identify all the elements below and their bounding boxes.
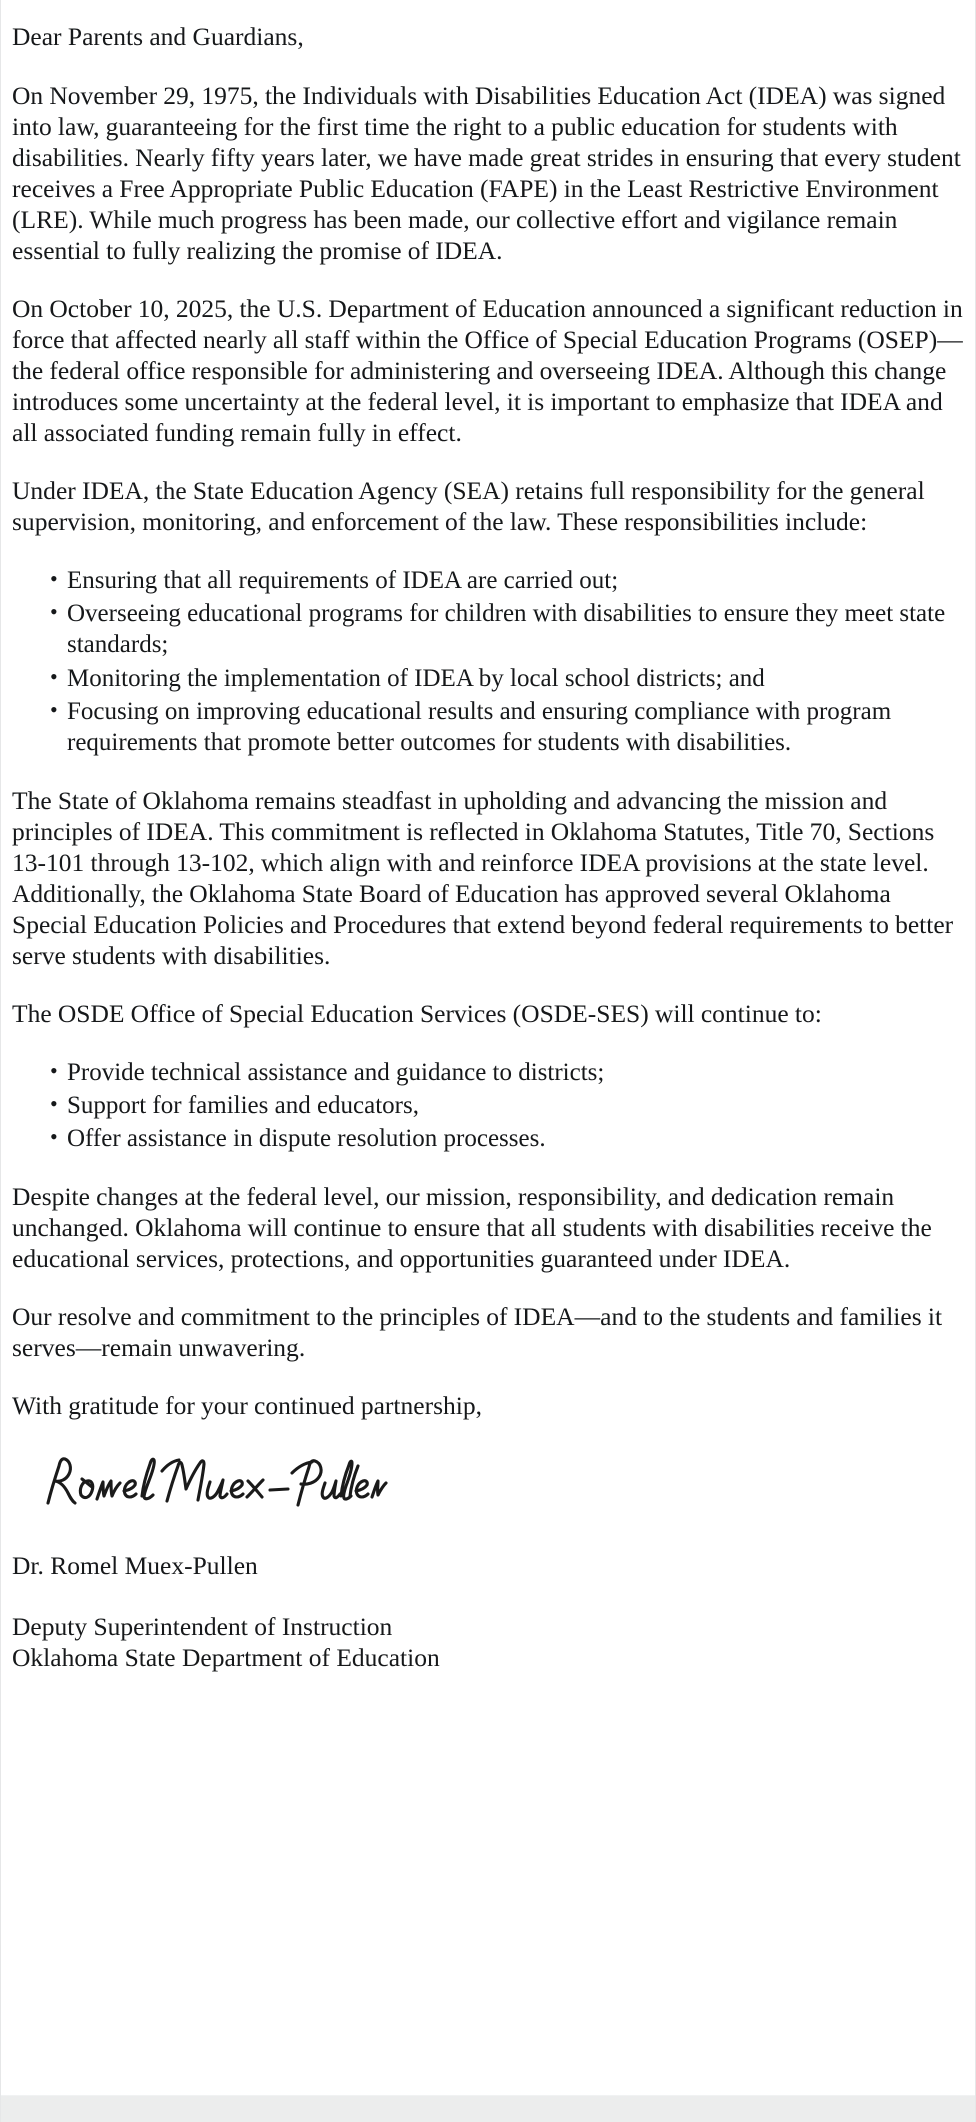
- salutation: Dear Parents and Guardians,: [12, 22, 304, 51]
- list-item: • Provide technical assistance and guidance to districts;: [50, 1057, 963, 1088]
- list-item: • Monitoring the implementation of IDEA by local school districts; and: [50, 663, 963, 694]
- paragraph-idea-history: On November 29, 1975, the Individuals with Disabilities Education Act (IDEA) was signed into law, guaranteeing for the first time the right to a public education for students with disabilities. Nearly fifty years later, we have made great strides in ensuring that every student receives a Free Appropriate Public Education (FAPE) in the Least Restrictive Environment (LRE). While much progress has been made, our collective effort and vigilance remain essential to fully realizing the promise of IDEA.: [12, 80, 961, 265]
- paragraph-sea-responsibilities-intro: Under IDEA, the State Education Agency (SEA) retains full responsibility for the general supervision, monitoring, and enforcement of the law. These responsibilities include:: [12, 475, 925, 536]
- signer-job-title: Deputy Superintendent of Instruction: [12, 1611, 393, 1641]
- signer-title-block: [12, 1611, 963, 1675]
- list-item: • Ensuring that all requirements of IDEA are carried out;: [50, 565, 963, 596]
- paragraph-oklahoma-commitment: The State of Oklahoma remains steadfast in upholding and advancing the mission and principles of IDEA. This commitment is reflected in Oklahoma Statutes, Title 70, Sections 13-101 through 13-102, which align with and reinforce IDEA provisions at the state level. Additionally, the Oklahoma State Board of Education has approved several Oklahoma Special Education Policies and Procedures that extend beyond federal requirements to better serve students with disabilities.: [12, 785, 954, 970]
- signer-printed-name: Dr. Romel Muex-Pullen: [12, 1550, 258, 1580]
- letter-body: [1, 0, 975, 1674]
- list-item: • Overseeing educational programs for children with disabilities to ensure they meet state standards;: [50, 598, 963, 661]
- handwritten-signature-icon: [34, 1449, 963, 1523]
- list-item: • Offer assistance in dispute resolution processes.: [50, 1123, 963, 1154]
- footer-band: [1, 2096, 975, 2122]
- paragraph-osde-ses-intro: The OSDE Office of Special Education Services (OSDE-SES) will continue to:: [12, 998, 822, 1028]
- paragraph-gratitude: With gratitude for your continued partnership,: [12, 1390, 483, 1420]
- list-item: • Support for families and educators,: [50, 1090, 963, 1121]
- signature-block: [12, 1449, 963, 1675]
- sea-responsibilities-list: [12, 565, 963, 759]
- paragraph-osep-reduction: On October 10, 2025, the U.S. Department of Education announced a significant reduction in force that affected nearly all staff within the Office of Special Education Programs (OSEP)—the federal office responsible for administering and overseeing IDEA. Although this change introduces some uncertainty at the federal level, it is important to emphasize that IDEA and all associated funding remain fully in effect.: [12, 293, 963, 447]
- signer-organization: Oklahoma State Department of Education: [12, 1643, 440, 1673]
- list-item: • Focusing on improving educational results and ensuring compliance with program requirements that promote better outcomes for students with disabilities.: [50, 696, 963, 759]
- paragraph-mission-unchanged: Despite changes at the federal level, our mission, responsibility, and dedication remain unchanged. Oklahoma will continue to ensure that all students with disabilities receive the educational services, protections, and opportunities guaranteed under IDEA.: [12, 1181, 932, 1273]
- osde-services-list: [12, 1057, 963, 1155]
- paragraph-resolve: Our resolve and commitment to the principles of IDEA—and to the students and families it serves—remain unwavering.: [12, 1301, 943, 1362]
